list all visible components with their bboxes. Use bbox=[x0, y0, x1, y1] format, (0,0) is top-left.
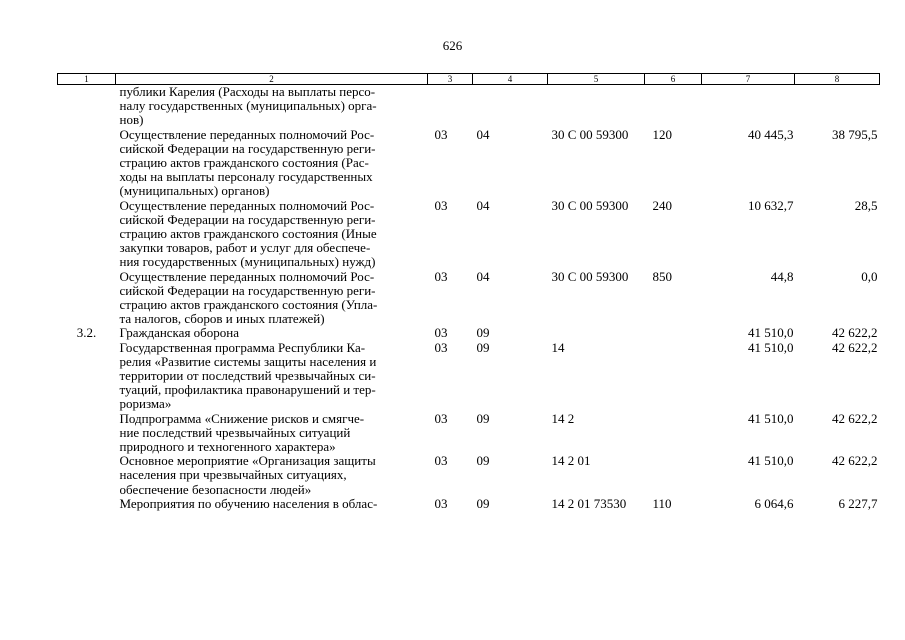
table-row bbox=[58, 412, 880, 455]
column-header-5: 5 bbox=[548, 74, 645, 85]
section-code-cell: 03 bbox=[434, 126, 448, 142]
table-row bbox=[58, 497, 880, 511]
amount-year2-cell: 38 795,5 bbox=[832, 126, 878, 142]
table-row bbox=[58, 454, 880, 497]
expense-type-cell: 850 bbox=[652, 268, 672, 284]
amount-year1-cell: 41 510,0 bbox=[748, 339, 794, 355]
expense-type-cell bbox=[645, 85, 702, 128]
amount-year2-cell: 42 622,2 bbox=[832, 453, 878, 469]
amount-year1-cell: 41 510,0 bbox=[748, 325, 794, 341]
row-name-cell: Государственная программа Республики Ка- релия «Развитие системы защиты населения и территории от последствий чрезвычайных си- туаций, профилактика правонарушений и тер- роризма» bbox=[119, 339, 377, 412]
amount-year2-cell: 42 622,2 bbox=[832, 325, 878, 341]
column-header-3: 3 bbox=[428, 74, 473, 85]
subsection-code-cell bbox=[473, 85, 548, 128]
subsection-code-cell: 09 bbox=[476, 495, 490, 511]
column-number-header-row bbox=[58, 74, 880, 85]
expense-type-cell: 110 bbox=[652, 495, 672, 511]
target-article-cell bbox=[548, 326, 645, 340]
target-article-cell: 14 2 01 73530 bbox=[551, 495, 627, 511]
row-name-cell: публики Карелия (Расходы на выплаты персо- налу государственных (муниципальных) орга- нов) bbox=[119, 84, 377, 128]
table-row bbox=[58, 326, 880, 340]
expense-type-cell bbox=[645, 341, 702, 412]
section-code-cell: 03 bbox=[434, 268, 448, 284]
amount-year2-cell: 6 227,7 bbox=[838, 495, 878, 511]
row-number-cell bbox=[58, 341, 116, 412]
subsection-code-cell: 09 bbox=[476, 325, 490, 341]
table-row bbox=[58, 341, 880, 412]
column-header-6: 6 bbox=[645, 74, 702, 85]
table-row bbox=[58, 270, 880, 327]
expense-type-cell: 120 bbox=[652, 126, 672, 142]
amount-year2-cell: 28,5 bbox=[854, 197, 878, 213]
column-header-8: 8 bbox=[795, 74, 880, 85]
amount-year1-cell: 44,8 bbox=[770, 268, 794, 284]
row-number-cell bbox=[58, 454, 116, 497]
row-number-cell bbox=[58, 412, 116, 455]
row-number-cell bbox=[58, 497, 116, 511]
amount-year2-cell: 0,0 bbox=[861, 268, 878, 284]
row-number-cell bbox=[58, 128, 116, 199]
target-article-cell: 30 С 00 59300 bbox=[551, 268, 629, 284]
row-name-cell: Подпрограмма «Снижение рисков и смягче- ние последствий чрезвычайных ситуаций природного и техногенного характера» bbox=[119, 410, 365, 455]
row-number-cell bbox=[58, 270, 116, 327]
column-header-4: 4 bbox=[473, 74, 548, 85]
expense-type-cell bbox=[645, 326, 702, 340]
column-header-2: 2 bbox=[116, 74, 428, 85]
expense-type-cell bbox=[645, 454, 702, 497]
subsection-code-cell: 04 bbox=[476, 126, 490, 142]
section-code-cell: 03 bbox=[434, 410, 448, 426]
subsection-code-cell: 04 bbox=[476, 197, 490, 213]
page-number: 626 bbox=[442, 38, 463, 53]
subsection-code-cell: 09 bbox=[476, 453, 490, 469]
row-number-cell bbox=[58, 199, 116, 270]
target-article-cell: 14 bbox=[551, 339, 565, 355]
section-code-cell: 03 bbox=[434, 453, 448, 469]
amount-year1-cell: 6 064,6 bbox=[754, 495, 794, 511]
subsection-code-cell: 09 bbox=[476, 410, 490, 426]
subsection-code-cell: 09 bbox=[476, 339, 490, 355]
row-name-cell: Мероприятия по обучению населения в облас- bbox=[119, 495, 378, 511]
amount-year1-cell: 40 445,3 bbox=[748, 126, 794, 142]
row-name-cell: Осуществление переданных полномочий Рос- сийской Федерации на государственную реги- страцию актов гражданского состояния (Упла- та налогов, сборов и иных платежей) bbox=[119, 268, 378, 327]
row-number-cell: 3.2. bbox=[76, 325, 97, 341]
expense-type-cell: 240 bbox=[652, 197, 672, 213]
target-article-cell: 30 С 00 59300 bbox=[551, 197, 629, 213]
amount-year2-cell: 42 622,2 bbox=[832, 339, 878, 355]
row-name-cell: Осуществление переданных полномочий Рос- сийской Федерации на государственную реги- страцию актов гражданского состояния (Иные закупки товаров, работ и услуг для обеспече- ния государственных (муниципальных) нужд) bbox=[119, 197, 377, 270]
target-article-cell: 14 2 01 bbox=[551, 453, 591, 469]
target-article-cell: 14 2 bbox=[551, 410, 575, 426]
amount-year1-cell bbox=[702, 85, 795, 128]
amount-year1-cell: 41 510,0 bbox=[748, 410, 794, 426]
table-row bbox=[58, 85, 880, 128]
row-name-cell: Основное мероприятие «Организация защиты населения при чрезвычайных ситуациях, обеспечение безопасности людей» bbox=[119, 453, 376, 497]
column-header-1: 1 bbox=[58, 74, 116, 85]
table-row bbox=[58, 199, 880, 270]
row-number-cell bbox=[58, 85, 116, 128]
section-code-cell: 03 bbox=[434, 325, 448, 341]
expense-type-cell bbox=[645, 412, 702, 455]
amount-year2-cell bbox=[795, 85, 880, 128]
amount-year1-cell: 41 510,0 bbox=[748, 453, 794, 469]
subsection-code-cell: 04 bbox=[476, 268, 490, 284]
budget-table bbox=[57, 73, 880, 511]
table-row bbox=[58, 128, 880, 199]
amount-year2-cell: 42 622,2 bbox=[832, 410, 878, 426]
target-article-cell bbox=[548, 85, 645, 128]
row-name-cell: Гражданская оборона bbox=[119, 325, 240, 341]
amount-year1-cell: 10 632,7 bbox=[748, 197, 794, 213]
section-code-cell: 03 bbox=[434, 339, 448, 355]
column-header-7: 7 bbox=[702, 74, 795, 85]
section-code-cell: 03 bbox=[434, 197, 448, 213]
section-code-cell bbox=[428, 85, 473, 128]
table-body bbox=[58, 85, 880, 512]
target-article-cell: 30 С 00 59300 bbox=[551, 126, 629, 142]
row-name-cell: Осуществление переданных полномочий Рос- сийской Федерации на государственную реги- страцию актов гражданского состояния (Рас- ходы на выплаты персоналу государственных (муниципальных) органов) bbox=[119, 126, 376, 199]
section-code-cell: 03 bbox=[434, 495, 448, 511]
